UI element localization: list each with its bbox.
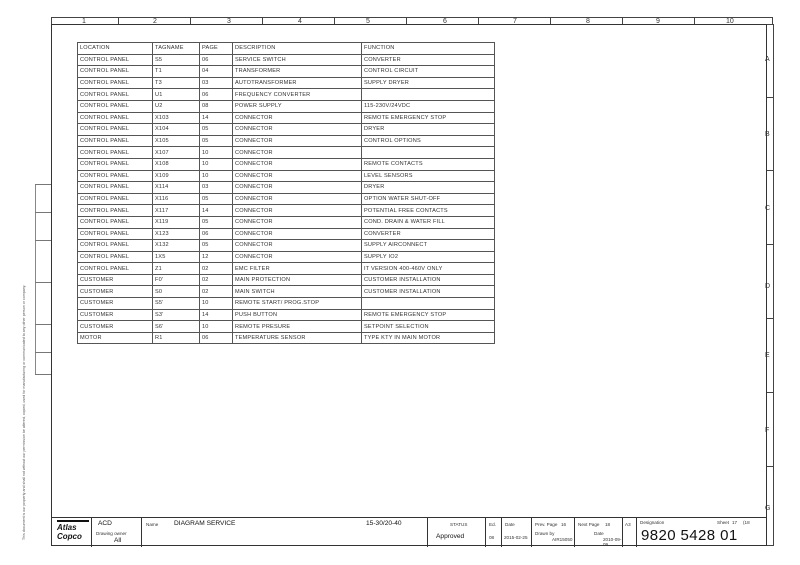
cell-page: 12 — [200, 251, 233, 263]
model-range: 15-30/20-40 — [366, 520, 402, 527]
margin-mark — [35, 240, 51, 241]
next-page-cell — [574, 518, 622, 547]
cell-function: SETPOINT SELECTION — [362, 321, 495, 333]
cell-function: CONTROL OPTIONS — [362, 135, 495, 147]
cell-page: 03 — [200, 182, 233, 194]
cell-tagname: X107 — [153, 147, 200, 159]
drawn-by-label: Drawn by — [535, 531, 555, 536]
grid-row-c: C — [765, 205, 771, 212]
cell-function: LEVEL SENSORS — [362, 170, 495, 182]
cell-description: CONNECTOR — [233, 216, 362, 228]
grid-tick — [262, 18, 263, 24]
format-cell — [622, 518, 636, 547]
cell-tagname: X117 — [153, 205, 200, 217]
cell-tagname: R1 — [153, 332, 200, 344]
grid-col-8: 8 — [586, 18, 590, 25]
date-cell — [501, 518, 531, 547]
table-header-row — [78, 43, 495, 55]
cell-location: CONTROL PANEL — [78, 135, 153, 147]
cell-function: OPTION WATER SHUT-OFF — [362, 193, 495, 205]
cell-function: IT VERSION 400-460V ONLY — [362, 263, 495, 275]
cell-description: CONNECTOR — [233, 240, 362, 252]
cell-description: REMOTE PRESURE — [233, 321, 362, 333]
cell-location: CONTROL PANEL — [78, 170, 153, 182]
logo-stripe — [57, 520, 89, 522]
cell-location: CONTROL PANEL — [78, 205, 153, 217]
table-row — [78, 205, 495, 217]
grid-tick — [767, 170, 773, 171]
cell-tagname: Z1 — [153, 263, 200, 275]
cell-page: 02 — [200, 263, 233, 275]
cell-description: CONNECTOR — [233, 193, 362, 205]
cell-page: 05 — [200, 135, 233, 147]
grid-row-e: E — [765, 352, 770, 359]
date-label: Date — [505, 522, 515, 527]
cell-tagname: T3 — [153, 77, 200, 89]
cell-description: POWER SUPPLY — [233, 100, 362, 112]
name-cell — [141, 518, 427, 547]
component-list-table — [77, 42, 495, 344]
grid-tick — [622, 18, 623, 24]
cell-page: 06 — [200, 332, 233, 344]
cell-tagname: X116 — [153, 193, 200, 205]
table-row — [78, 158, 495, 170]
cell-tagname: T1 — [153, 66, 200, 78]
grid-row-g: G — [765, 505, 771, 512]
grid-col-1: 1 — [82, 18, 86, 25]
cell-tagname: S0 — [153, 286, 200, 298]
cell-location: CONTROL PANEL — [78, 124, 153, 136]
cell-tagname: X109 — [153, 170, 200, 182]
cell-function: SUPPLY AIRCONNECT — [362, 240, 495, 252]
cell-location: CONTROL PANEL — [78, 54, 153, 66]
table-row — [78, 170, 495, 182]
cell-function: 115-230V/24VDC — [362, 100, 495, 112]
cell-page: 06 — [200, 89, 233, 101]
dept: ACD — [98, 520, 112, 527]
designation-number: 9820 5428 01 — [641, 527, 738, 544]
cell-function: CUSTOMER INSTALLATION — [362, 274, 495, 286]
grid-tick — [478, 18, 479, 24]
margin-mark — [35, 282, 51, 283]
cell-tagname: X119 — [153, 216, 200, 228]
table-row — [78, 263, 495, 275]
next-page-value: 18 — [605, 522, 611, 527]
grid-tick — [767, 392, 773, 393]
date2-value: 2010-09-09 — [603, 537, 622, 547]
edition-value: 08 — [489, 535, 495, 540]
grid-col-5: 5 — [366, 18, 370, 25]
cell-location: MOTOR — [78, 332, 153, 344]
cell-page: 04 — [200, 66, 233, 78]
cell-page: 10 — [200, 158, 233, 170]
name-label: Name — [146, 522, 159, 527]
table-row — [78, 321, 495, 333]
header-description: DESCRIPTION — [233, 43, 362, 55]
grid-col-7: 7 — [513, 18, 517, 25]
cell-function — [362, 298, 495, 310]
cell-function: REMOTE CONTACTS — [362, 158, 495, 170]
cell-description: AUTOTRANSFORMER — [233, 77, 362, 89]
table-row — [78, 309, 495, 321]
header-page: PAGE — [200, 43, 233, 55]
cell-function: DRYER — [362, 124, 495, 136]
grid-col-9: 9 — [656, 18, 660, 25]
prev-page-cell — [531, 518, 574, 547]
cell-tagname: X114 — [153, 182, 200, 194]
table-row — [78, 251, 495, 263]
designation-label: Designation — [640, 520, 665, 525]
cell-location: CONTROL PANEL — [78, 158, 153, 170]
cell-page: 10 — [200, 147, 233, 159]
table-row — [78, 182, 495, 194]
cell-function: COND. DRAIN & WATER FILL — [362, 216, 495, 228]
cell-page: 03 — [200, 77, 233, 89]
designation-cell — [636, 518, 767, 547]
cell-location: CONTROL PANEL — [78, 193, 153, 205]
table-row — [78, 135, 495, 147]
grid-row-f: F — [765, 427, 770, 434]
cell-page: 14 — [200, 112, 233, 124]
cell-location: CONTROL PANEL — [78, 240, 153, 252]
header-function: FUNCTION — [362, 43, 495, 55]
date-value: 2015-02-25 — [504, 535, 528, 540]
status-cell — [427, 518, 485, 547]
cell-location: CONTROL PANEL — [78, 100, 153, 112]
cell-tagname: X104 — [153, 124, 200, 136]
cell-page: 05 — [200, 124, 233, 136]
cell-page: 10 — [200, 170, 233, 182]
table-row — [78, 54, 495, 66]
cell-function: CONVERTER — [362, 228, 495, 240]
cell-page: 05 — [200, 240, 233, 252]
cell-location: CONTROL PANEL — [78, 251, 153, 263]
table-row — [78, 274, 495, 286]
cell-description: CONNECTOR — [233, 135, 362, 147]
grid-tick — [767, 318, 773, 319]
confidentiality-note: This document is our property and shall not without our permission be altered, copied, used for manufacturing or communicated to any other person or company. — [22, 284, 26, 540]
cell-function: SUPPLY IO2 — [362, 251, 495, 263]
header-tagname: TAGNAME — [153, 43, 200, 55]
cell-page: 05 — [200, 216, 233, 228]
prev-page-label: Prev. Page — [535, 522, 558, 527]
cell-description: TEMPERATURE SENSOR — [233, 332, 362, 344]
grid-tick — [767, 97, 773, 98]
grid-col-6: 6 — [443, 18, 447, 25]
dept-cell — [91, 518, 141, 547]
drawing-owner: All — [114, 537, 122, 544]
cell-description: TRANSFORMER — [233, 66, 362, 78]
cell-description: EMC FILTER — [233, 263, 362, 275]
cell-description: REMOTE START/ PROG.STOP — [233, 298, 362, 310]
margin-mark — [35, 212, 51, 213]
grid-col-3: 3 — [227, 18, 231, 25]
cell-function: CONVERTER — [362, 54, 495, 66]
grid-tick — [118, 18, 119, 24]
atlas-copco-logo: Atlas Copco — [57, 523, 82, 541]
cell-description: FREQUENCY CONVERTER — [233, 89, 362, 101]
grid-tick — [334, 18, 335, 24]
table-row — [78, 124, 495, 136]
grid-row-b: B — [765, 131, 770, 138]
cell-page: 14 — [200, 205, 233, 217]
cell-description: CONNECTOR — [233, 170, 362, 182]
cell-location: CUSTOMER — [78, 309, 153, 321]
sheet-label: Sheet — [717, 520, 730, 525]
date2-label: Date — [594, 531, 604, 536]
cell-tagname: S6' — [153, 321, 200, 333]
table-row — [78, 89, 495, 101]
grid-row-d: D — [765, 283, 771, 290]
sheet-total: (18 — [743, 520, 750, 525]
next-page-label: Next Page — [578, 522, 600, 527]
cell-page: 10 — [200, 298, 233, 310]
grid-col-10: 10 — [726, 18, 734, 25]
cell-tagname: 1X5 — [153, 251, 200, 263]
cell-location: CONTROL PANEL — [78, 66, 153, 78]
header-location: LOCATION — [78, 43, 153, 55]
cell-description: CONNECTOR — [233, 205, 362, 217]
margin-mark — [35, 184, 51, 185]
table-row — [78, 66, 495, 78]
grid-tick — [694, 18, 695, 24]
cell-description: CONNECTOR — [233, 158, 362, 170]
cell-description: CONNECTOR — [233, 147, 362, 159]
table-row — [78, 216, 495, 228]
grid-tick — [767, 244, 773, 245]
table-row — [78, 77, 495, 89]
cell-tagname: X123 — [153, 228, 200, 240]
cell-location: CUSTOMER — [78, 274, 153, 286]
cell-function: TYPE KTY IN MAIN MOTOR — [362, 332, 495, 344]
grid-col-2: 2 — [153, 18, 157, 25]
cell-function: POTENTIAL FREE CONTACTS — [362, 205, 495, 217]
cell-tagname: X105 — [153, 135, 200, 147]
table-row — [78, 332, 495, 344]
cell-page: 10 — [200, 321, 233, 333]
cell-function: REMOTE EMERGENCY STOP — [362, 112, 495, 124]
grid-row-a: A — [765, 56, 770, 63]
cell-tagname: U2 — [153, 100, 200, 112]
cell-tagname: S3' — [153, 309, 200, 321]
logo-cell — [51, 518, 91, 547]
cell-location: CONTROL PANEL — [78, 263, 153, 275]
cell-description: CONNECTOR — [233, 124, 362, 136]
table-row — [78, 147, 495, 159]
cell-description: SERVICE SWITCH — [233, 54, 362, 66]
edition-cell — [485, 518, 501, 547]
drawing-name: DIAGRAM SERVICE — [174, 520, 236, 527]
grid-tick — [190, 18, 191, 24]
format-value: A3 — [625, 522, 631, 527]
cell-page: 08 — [200, 100, 233, 112]
margin-mark — [35, 374, 51, 375]
margin-mark — [35, 352, 51, 353]
cell-location: CONTROL PANEL — [78, 216, 153, 228]
cell-function: REMOTE EMERGENCY STOP — [362, 309, 495, 321]
cell-location: CONTROL PANEL — [78, 228, 153, 240]
table-row — [78, 240, 495, 252]
drawing-owner-label: Drawing owner — [96, 531, 127, 536]
cell-tagname: X132 — [153, 240, 200, 252]
cell-description: CONNECTOR — [233, 251, 362, 263]
drawn-by-value: AIR15050 — [552, 537, 573, 542]
cell-location: CONTROL PANEL — [78, 182, 153, 194]
cell-page: 05 — [200, 193, 233, 205]
table-body — [78, 54, 495, 344]
table-row — [78, 228, 495, 240]
cell-description: CONNECTOR — [233, 112, 362, 124]
cell-function — [362, 89, 495, 101]
status-label: STATUS — [450, 522, 468, 527]
cell-page: 06 — [200, 228, 233, 240]
cell-description: MAIN PROTECTION — [233, 274, 362, 286]
cell-page: 02 — [200, 286, 233, 298]
cell-function — [362, 147, 495, 159]
cell-location: CUSTOMER — [78, 298, 153, 310]
table-row — [78, 100, 495, 112]
cell-tagname: X103 — [153, 112, 200, 124]
table-row — [78, 193, 495, 205]
cell-page: 06 — [200, 54, 233, 66]
cell-location: CUSTOMER — [78, 321, 153, 333]
cell-function: CONTROL CIRCUIT — [362, 66, 495, 78]
cell-tagname: U1 — [153, 89, 200, 101]
grid-col-4: 4 — [298, 18, 302, 25]
title-block — [51, 517, 767, 547]
cell-location: CUSTOMER — [78, 286, 153, 298]
table-row — [78, 112, 495, 124]
cell-tagname: F0' — [153, 274, 200, 286]
cell-description: CONNECTOR — [233, 182, 362, 194]
table-row — [78, 286, 495, 298]
cell-location: CONTROL PANEL — [78, 77, 153, 89]
cell-description: MAIN SWITCH — [233, 286, 362, 298]
prev-page-value: 16 — [561, 522, 567, 527]
cell-location: CONTROL PANEL — [78, 89, 153, 101]
edition-label: Ed. — [489, 522, 496, 527]
cell-function: DRYER — [362, 182, 495, 194]
cell-page: 02 — [200, 274, 233, 286]
cell-function: SUPPLY DRYER — [362, 77, 495, 89]
cell-tagname: S5 — [153, 54, 200, 66]
table-row — [78, 298, 495, 310]
grid-tick — [406, 18, 407, 24]
cell-description: CONNECTOR — [233, 228, 362, 240]
sheet-number: 17 — [732, 520, 738, 525]
grid-tick — [550, 18, 551, 24]
cell-description: PUSH BUTTON — [233, 309, 362, 321]
status-value: Approved — [436, 533, 465, 540]
cell-location: CONTROL PANEL — [78, 147, 153, 159]
cell-location: CONTROL PANEL — [78, 112, 153, 124]
cell-tagname: X108 — [153, 158, 200, 170]
grid-tick — [767, 466, 773, 467]
cell-page: 14 — [200, 309, 233, 321]
cell-function: CUSTOMER INSTALLATION — [362, 286, 495, 298]
margin-mark — [35, 324, 51, 325]
cell-tagname: S5' — [153, 298, 200, 310]
